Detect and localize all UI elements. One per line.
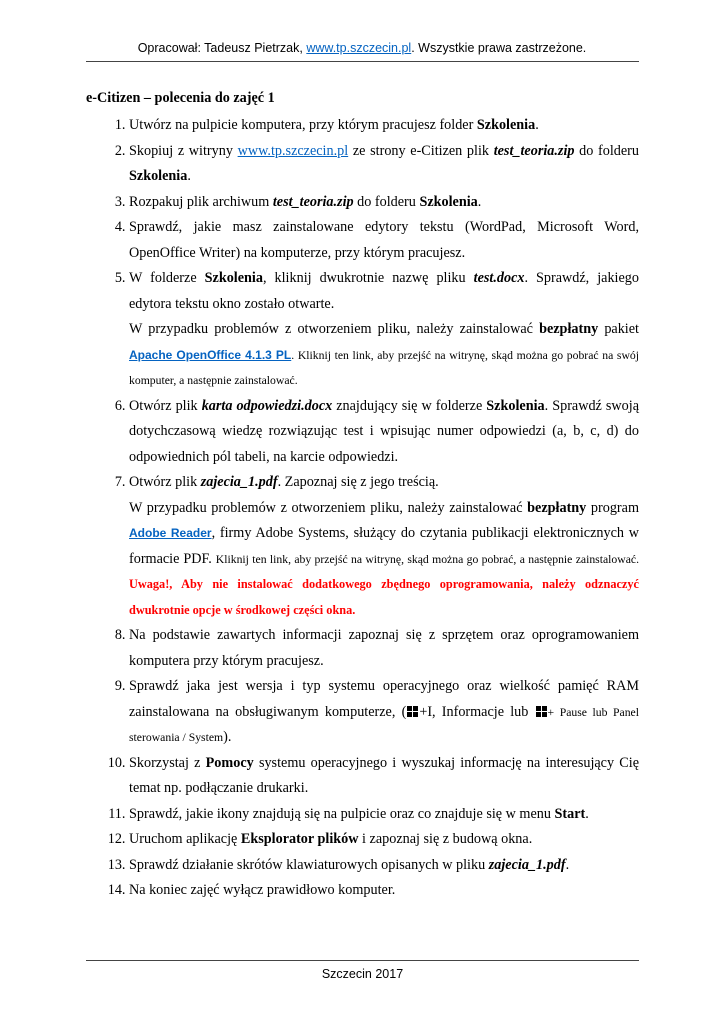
website-link[interactable]: www.tp.szczecin.pl <box>237 142 349 159</box>
task-item-8: 8. Na podstawie zawartych informacji zapoznaj się z sprzętem oraz oprogramowaniem komputera przy którym pracujesz. <box>129 623 639 674</box>
task-item-2: 2. Skopiuj z witryny www.tp.szczecin.pl ze strony e-Citizen plik test_teoria.zip do folderu Szkolenia. <box>129 139 639 190</box>
task-item-3: 3. Rozpakuj plik archiwum test_teoria.zip do folderu Szkolenia. <box>129 190 639 216</box>
task-item-9: 9. Sprawdź jaka jest wersja i typ systemu operacyjnego oraz wielkość pamięć RAM zainstalowana na obsługiwanym komputerze, ( +I, Informacje lub + Pause lub Panel sterowania / System). <box>129 674 639 751</box>
warning-text: Uwaga!, Aby nie instalować dodatkowego zbędnego oprogramowania, należy odznaczyć dwukrotnie opcje w środkowej części okna. <box>129 577 639 617</box>
task-item-10: 10. Skorzystaj z Pomocy systemu operacyjnego i wyszukaj informację na interesujący Cię temat np. podłączanie drukarki. <box>129 751 639 802</box>
task-item-7: 7. Otwórz plik zajecia_1.pdf. Zapoznaj się z jego treścią. W przypadku problemów z otworzeniem pliku, należy zainstalować bezpłatny program Adobe Reader, firmy Adobe Systems, służący do czytania publikacji elektronicznych w formacie PDF. Kliknij ten link, aby przejść na witrynę, skąd można go pobrać, a następnie zainstalować. Uwaga!, Aby nie instalować dodatkowego zbędnego oprogramowania, należy odznaczyć dwukrotnie opcje w środkowej części okna. <box>129 470 639 623</box>
task-item-1: 1. Utwórz na pulpicie komputera, przy którym pracujesz folder Szkolenia. <box>129 113 639 139</box>
task-7-install-note: W przypadku problemów z otworzeniem pliku, należy zainstalować bezpłatny program Adobe Reader, firmy Adobe Systems, służący do czytania publikacji elektronicznych w formacie PDF. Kliknij ten link, aby przejść na witrynę, skąd można go pobrać, a następnie zainstalować. Uwaga!, Aby nie instalować dodatkowego zbędnego oprogramowania, należy odznaczyć dwukrotnie opcje w środkowej części okna. <box>129 499 639 617</box>
document-title: e-Citizen – polecenia do zajęć 1 <box>86 90 275 106</box>
openoffice-link[interactable]: Apache OpenOffice 4.1.3 PL <box>129 347 292 362</box>
page-header <box>86 40 638 56</box>
windows-logo-icon <box>536 706 547 717</box>
task-list <box>86 113 639 904</box>
header-rights: . Wszystkie prawa zastrzeżone. <box>411 41 587 55</box>
task-item-13: 13. Sprawdź działanie skrótów klawiaturowych opisanych w pliku zajecia_1.pdf. <box>129 853 639 879</box>
task-5-install-note: W przypadku problemów z otworzeniem pliku, należy zainstalować bezpłatny pakiet Apache OpenOffice 4.1.3 PL. Kliknij ten link, aby przejść na witrynę, skąd można go pobrać na swój komputer, a następnie zainstalować. <box>129 321 639 387</box>
document-body <box>86 87 639 904</box>
footer-divider <box>86 960 639 961</box>
task-item-4: 4. Sprawdź, jakie masz zainstalowane edytory tekstu (WordPad, Microsoft Word, OpenOffice Writer) na komputerze, przy którym pracujesz. <box>129 215 639 266</box>
header-divider <box>86 61 639 62</box>
task-item-6: 6. Otwórz plik karta odpowiedzi.docx znajdujący się w folderze Szkolenia. Sprawdź swoją dotychczasową wiedzę rozwiązując test i wpisując numer odpowiedzi (a, b, c, d) do odpowiednich pól tabeli, na karcie odpowiedzi. <box>129 394 639 471</box>
adobe-reader-link[interactable]: Adobe Reader <box>129 526 212 540</box>
task-item-12: 12. Uruchom aplikację Eksplorator plików i zapoznaj się z budową okna. <box>129 827 639 853</box>
page-footer: Szczecin 2017 <box>321 967 404 981</box>
windows-logo-icon <box>407 706 418 717</box>
task-item-11: 11. Sprawdź, jakie ikony znajdują się na pulpicie oraz co znajduje się w menu Start. <box>129 802 639 828</box>
task-item-5: 5. W folderze Szkolenia, kliknij dwukrotnie nazwę pliku test.docx. Sprawdź, jakiego edytora tekstu okno zostało otwarte. W przypadku problemów z otworzeniem pliku, należy zainstalować bezpłatny pakiet Apache OpenOffice 4.1.3 PL. Kliknij ten link, aby przejść na witrynę, skąd można go pobrać na swój komputer, a następnie zainstalować. <box>129 266 639 394</box>
task-item-14: 14. Na koniec zajęć wyłącz prawidłowo komputer. <box>129 878 639 904</box>
header-author: Opracował: Tadeusz Pietrzak, <box>137 41 307 55</box>
header-website-link[interactable]: www.tp.szczecin.pl <box>306 41 412 55</box>
